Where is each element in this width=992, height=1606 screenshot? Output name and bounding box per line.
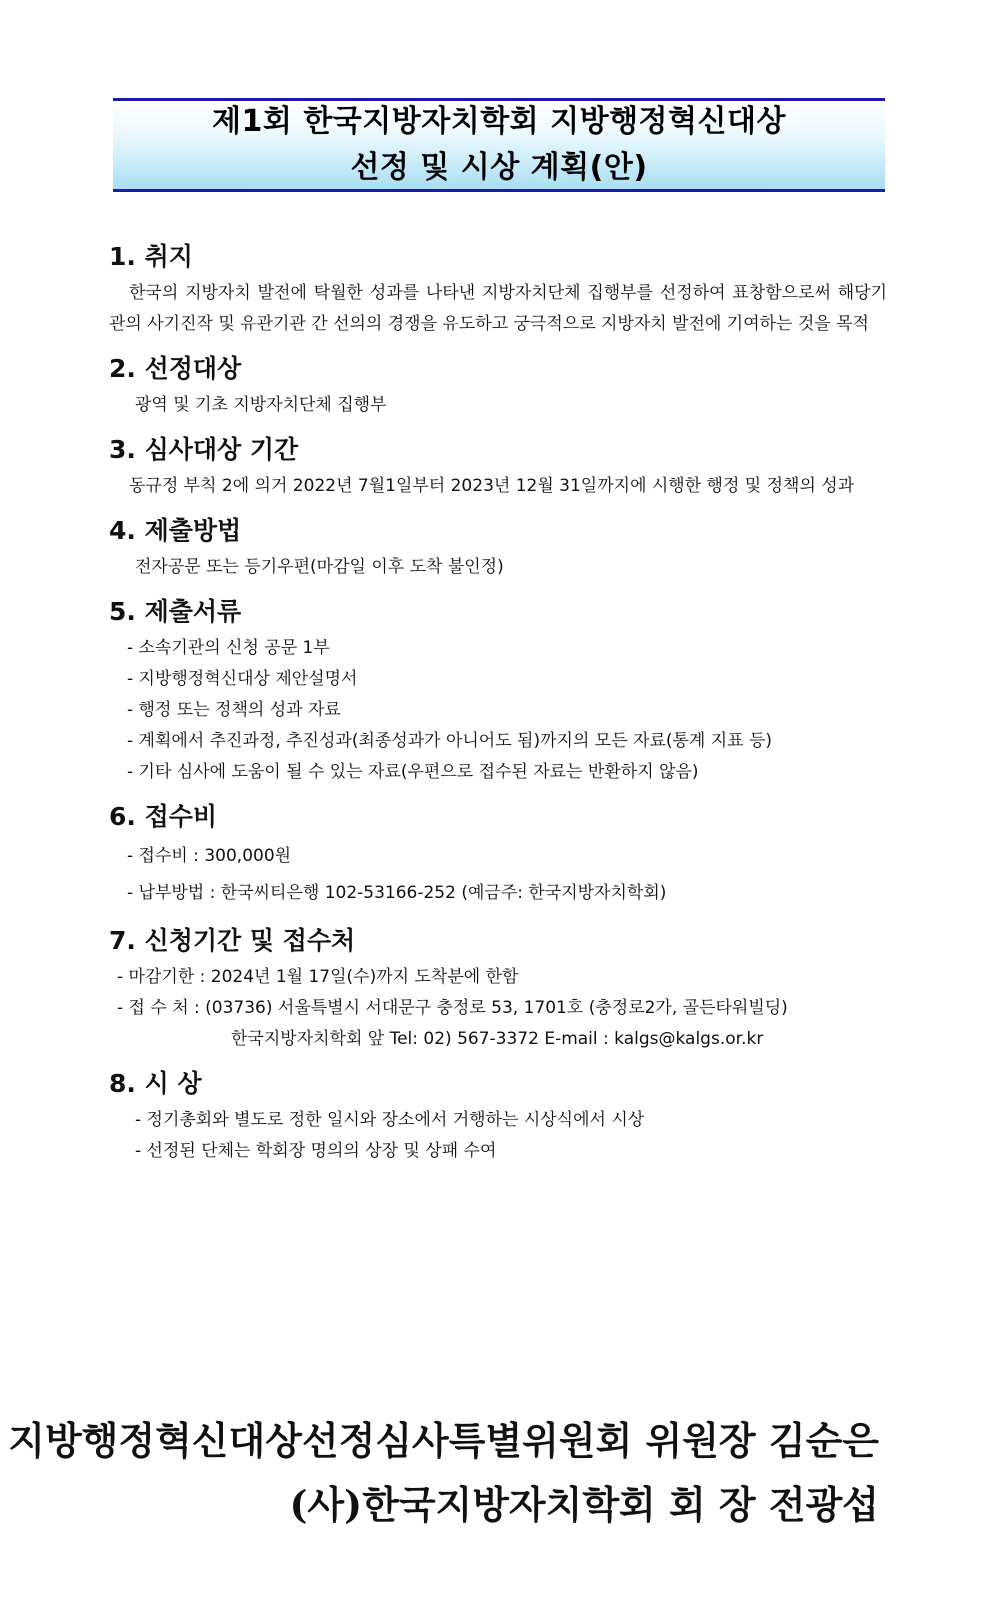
signature-president: (사)한국지방자치학회 회 장 전광섭	[289, 1482, 879, 1527]
section-heading: 3. 심사대상 기간	[109, 435, 299, 464]
signature-committee: 지방행정혁신대상선정심사특별위원회 위원장 김순은	[8, 1418, 879, 1463]
list-item: - 접수비 : 300,000원	[127, 846, 292, 866]
section-fee	[109, 800, 887, 912]
address-text: - 접 수 처 : (03736) 서울특별시 서대문구 충정로 53, 1701호 (충정로2가, 골든타워빌딩)	[117, 998, 788, 1018]
section-text: 한국의 지방자치 발전에 탁월한 성과를 나타낸 지방자치단체 집행부를 선정하여 표창함으로써 해당기관의 사기진작 및 유관기관 간 선의의 경쟁을 유도하고 궁극적으로 지방자치 발전에 기여하는 것을 목적	[109, 283, 887, 334]
section-heading: 2. 선정대상	[109, 354, 242, 383]
list-item: - 기타 심사에 도움이 될 수 있는 자료(우편으로 접수된 자료는 반환하지 않음)	[127, 762, 699, 782]
section-heading: 8. 시 상	[109, 1069, 202, 1098]
section-target	[109, 352, 887, 421]
document-body	[109, 240, 887, 1167]
section-award	[109, 1067, 887, 1167]
section-application	[109, 924, 887, 1055]
document-title-box	[113, 98, 885, 192]
section-heading: 1. 취지	[109, 242, 193, 271]
list-item: - 계획에서 추진과정, 추진성과(최종성과가 아니어도 됨)까지의 모든 자료(통계 지표 등)	[127, 731, 773, 751]
deadline-text: - 마감기한 : 2024년 1월 17일(수)까지 도착분에 한함	[117, 967, 519, 987]
list-item: - 행정 또는 정책의 성과 자료	[127, 700, 341, 720]
title-line-2: 선정 및 시상 계획(안)	[350, 150, 648, 185]
list-item: - 지방행정혁신대상 제안설명서	[127, 669, 358, 689]
section-heading: 4. 제출방법	[109, 516, 242, 545]
contact-text: 한국지방자치학회 앞 Tel: 02) 567-3372 E-mail : kalgs@kalgs.or.kr	[231, 1029, 764, 1049]
section-text: 동규정 부칙 2에 의거 2022년 7월1일부터 2023년 12월 31일까지에 시행한 행정 및 정책의 성과	[129, 476, 855, 496]
list-item: - 소속기관의 신청 공문 1부	[127, 638, 330, 658]
section-purpose	[109, 240, 887, 340]
list-item: - 정기총회와 별도로 정한 일시와 장소에서 거행하는 시상식에서 시상	[135, 1110, 645, 1130]
section-heading: 5. 제출서류	[109, 597, 242, 626]
section-submission-method	[109, 514, 887, 583]
section-text: 광역 및 기초 지방자치단체 집행부	[135, 395, 387, 415]
section-review-period	[109, 433, 887, 502]
title-line-1: 제1회 한국지방자치학회 지방행정혁신대상	[212, 104, 786, 139]
section-documents	[109, 595, 887, 788]
section-heading: 6. 접수비	[109, 802, 218, 831]
section-heading: 7. 신청기간 및 접수처	[109, 926, 356, 955]
list-item: - 선정된 단체는 학회장 명의의 상장 및 상패 수여	[135, 1141, 497, 1161]
list-item: - 납부방법 : 한국씨티은행 102-53166-252 (예금주: 한국지방자치학회)	[127, 883, 667, 903]
section-text: 전자공문 또는 등기우편(마감일 이후 도착 불인정)	[135, 557, 504, 577]
